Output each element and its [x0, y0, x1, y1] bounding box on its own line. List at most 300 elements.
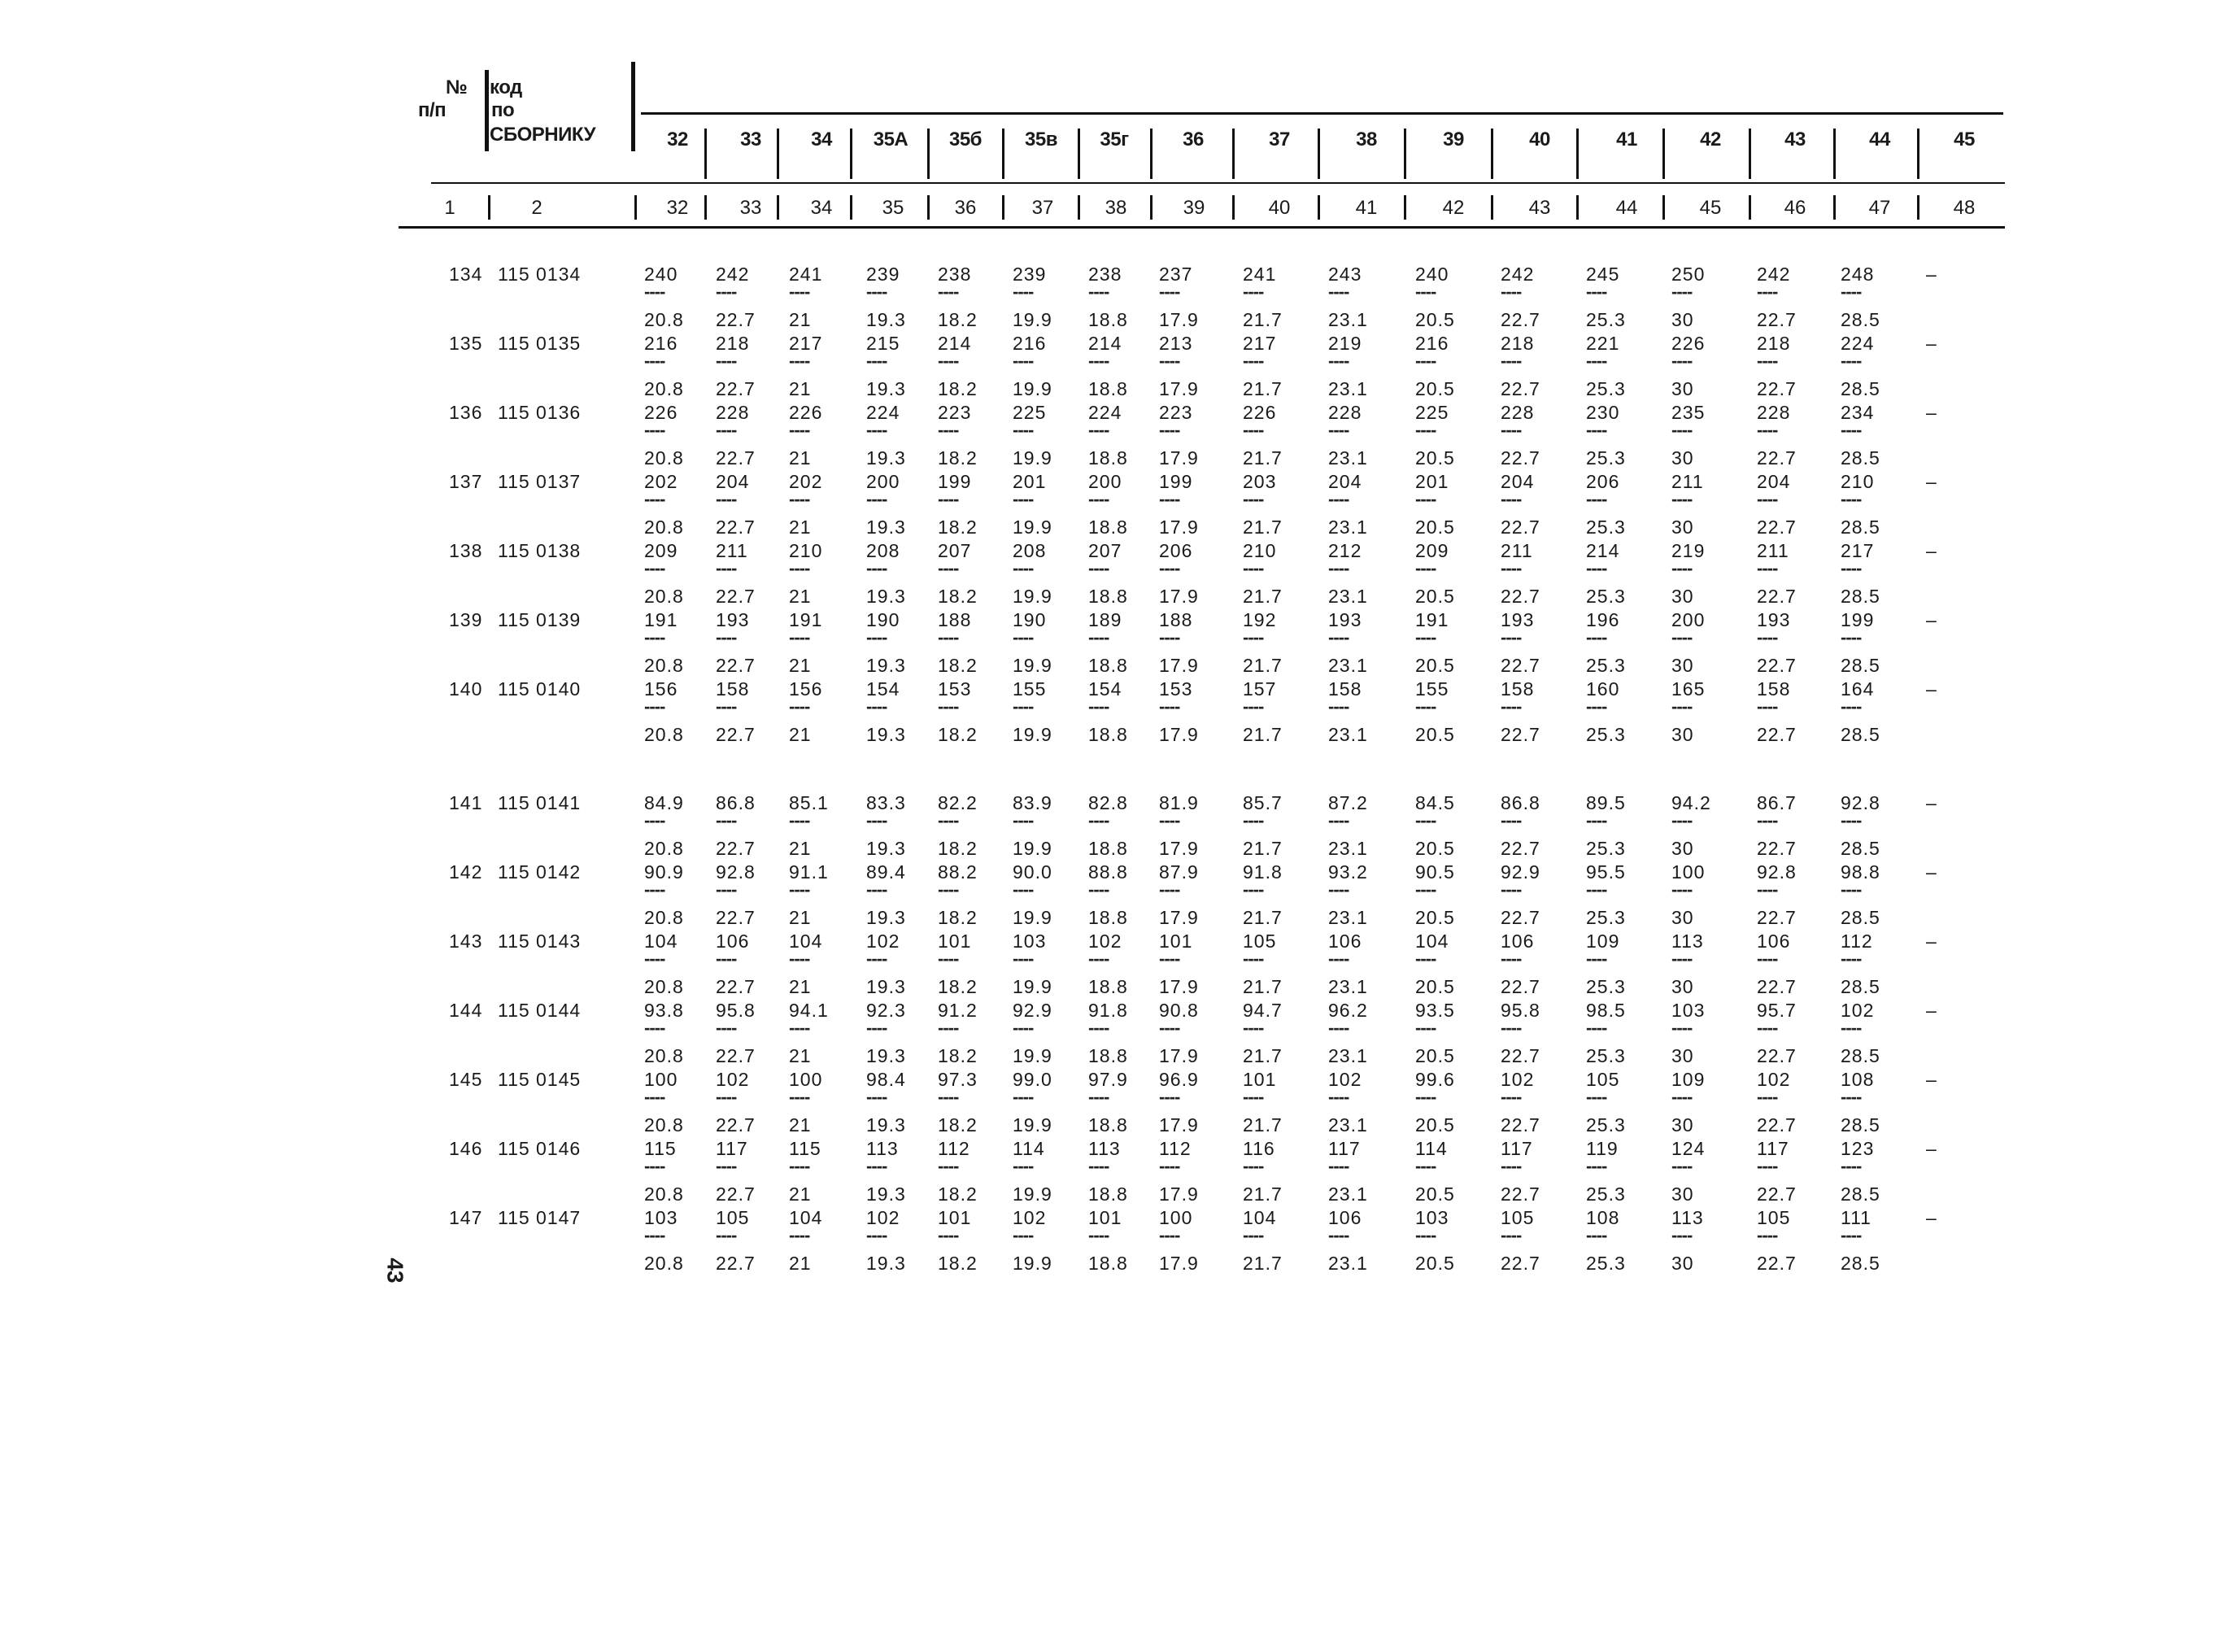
cell-denominator: 19.3 — [866, 309, 906, 330]
cell-denominator: 22.7 — [716, 1045, 756, 1066]
fraction-bar: ---- — [1586, 627, 1607, 647]
cell-denominator: 21.7 — [1243, 447, 1283, 469]
cell-denominator: 17.9 — [1159, 309, 1199, 330]
cell-numerator: 83.3 — [866, 792, 906, 813]
cell-denominator: 19.3 — [866, 447, 906, 469]
row-code: 115 0145 — [498, 1069, 582, 1090]
column-number: 40 — [1268, 197, 1291, 219]
fraction-bar: ---- — [1415, 696, 1436, 717]
fraction-bar: ---- — [1328, 489, 1349, 509]
fraction-bar: ---- — [1013, 281, 1034, 302]
cell-numerator: 99.6 — [1415, 1069, 1455, 1090]
cell-numerator: 199 — [1841, 609, 1875, 630]
fraction-bar: ---- — [716, 810, 737, 830]
fraction-bar: ---- — [1757, 558, 1778, 578]
row-last-value: – — [1926, 1069, 1937, 1090]
fraction-bar: ---- — [866, 1225, 887, 1245]
cell-denominator: 18.2 — [938, 378, 978, 399]
column-separator — [850, 129, 852, 179]
fraction-bar: ---- — [1586, 1156, 1607, 1176]
column-header: 37 — [1269, 129, 1290, 150]
cell-numerator: 211 — [1671, 471, 1704, 492]
column-number: 32 — [666, 197, 689, 219]
cell-denominator: 19.9 — [1013, 447, 1052, 469]
fraction-bar: ---- — [1586, 351, 1607, 371]
cell-numerator: 165 — [1671, 678, 1706, 700]
cell-numerator: 193 — [1501, 609, 1535, 630]
fraction-bar: ---- — [1159, 810, 1180, 830]
fraction-bar: ---- — [644, 351, 665, 371]
column-separator — [704, 195, 707, 220]
fraction-bar: ---- — [1159, 627, 1180, 647]
cell-numerator: 86.7 — [1757, 792, 1797, 813]
cell-numerator: 91.8 — [1243, 861, 1283, 883]
cell-denominator: 20.5 — [1415, 447, 1455, 469]
cell-numerator: 114 — [1415, 1138, 1448, 1159]
cell-numerator: 199 — [938, 471, 972, 492]
cell-numerator: 101 — [938, 931, 972, 952]
fraction-bar: ---- — [938, 489, 959, 509]
fraction-bar: ---- — [1841, 489, 1862, 509]
cell-denominator: 21 — [789, 1183, 812, 1205]
cell-denominator: 20.8 — [644, 586, 684, 607]
fraction-bar: ---- — [716, 879, 737, 900]
cell-denominator: 18.8 — [1088, 1253, 1128, 1274]
column-separator — [1150, 195, 1153, 220]
cell-denominator: 30 — [1671, 655, 1694, 676]
cell-denominator: 19.9 — [1013, 517, 1052, 538]
cell-numerator: 103 — [1415, 1207, 1449, 1228]
cell-numerator: 106 — [1757, 931, 1791, 952]
cell-denominator: 22.7 — [1757, 838, 1797, 859]
cell-numerator: 208 — [866, 540, 900, 561]
cell-denominator: 22.7 — [1757, 1253, 1797, 1274]
fraction-bar: ---- — [716, 351, 737, 371]
cell-denominator: 20.5 — [1415, 1045, 1455, 1066]
cell-numerator: 98.5 — [1586, 1000, 1626, 1021]
cell-denominator: 18.2 — [938, 1114, 978, 1135]
fraction-bar: ---- — [1586, 1225, 1607, 1245]
fraction-bar: ---- — [1243, 1225, 1264, 1245]
cell-denominator: 20.8 — [644, 724, 684, 745]
fraction-bar: ---- — [1088, 810, 1109, 830]
cell-numerator: 102 — [866, 1207, 900, 1228]
cell-numerator: 158 — [1328, 678, 1362, 700]
cell-numerator: 106 — [1328, 1207, 1362, 1228]
cell-denominator: 20.8 — [644, 1253, 684, 1274]
fraction-bar: ---- — [1757, 1156, 1778, 1176]
cell-numerator: 213 — [1159, 333, 1193, 354]
fraction-bar: ---- — [1841, 627, 1862, 647]
fraction-bar: ---- — [1088, 489, 1109, 509]
fraction-bar: ---- — [716, 627, 737, 647]
fraction-bar: ---- — [938, 696, 959, 717]
column-number: 36 — [954, 197, 977, 219]
fraction-bar: ---- — [1243, 810, 1264, 830]
fraction-bar: ---- — [716, 1087, 737, 1107]
cell-denominator: 19.9 — [1013, 1114, 1052, 1135]
column-separator — [1576, 129, 1579, 179]
column-separator — [1662, 129, 1665, 179]
cell-denominator: 23.1 — [1328, 907, 1368, 928]
cell-numerator: 113 — [1671, 1207, 1704, 1228]
fraction-bar: ---- — [789, 1225, 810, 1245]
cell-denominator: 18.2 — [938, 655, 978, 676]
column-separator — [777, 195, 779, 220]
cell-numerator: 116 — [1243, 1138, 1275, 1159]
fraction-bar: ---- — [1841, 1156, 1862, 1176]
cell-denominator: 23.1 — [1328, 447, 1368, 469]
cell-denominator: 23.1 — [1328, 517, 1368, 538]
cell-denominator: 28.5 — [1841, 309, 1880, 330]
cell-denominator: 22.7 — [1757, 1045, 1797, 1066]
cell-numerator: 204 — [716, 471, 750, 492]
cell-denominator: 20.8 — [644, 976, 684, 997]
cell-denominator: 20.5 — [1415, 1114, 1455, 1135]
header-divider-rule — [431, 182, 2005, 184]
fraction-bar: ---- — [1243, 1156, 1264, 1176]
cell-numerator: 97.9 — [1088, 1069, 1128, 1090]
column-separator — [1917, 195, 1919, 220]
cell-numerator: 223 — [938, 402, 972, 423]
cell-denominator: 19.9 — [1013, 907, 1052, 928]
column-number: 1 — [444, 197, 455, 219]
cell-numerator: 158 — [1757, 678, 1791, 700]
cell-denominator: 22.7 — [1757, 724, 1797, 745]
fraction-bar: ---- — [1328, 1018, 1349, 1038]
cell-numerator: 196 — [1586, 609, 1620, 630]
cell-denominator: 22.7 — [1757, 976, 1797, 997]
cell-numerator: 224 — [1088, 402, 1122, 423]
cell-numerator: 226 — [1243, 402, 1277, 423]
cell-numerator: 105 — [1586, 1069, 1620, 1090]
fraction-bar: ---- — [644, 696, 665, 717]
fraction-bar: ---- — [1013, 420, 1034, 440]
fraction-bar: ---- — [789, 489, 810, 509]
cell-denominator: 19.3 — [866, 907, 906, 928]
cell-numerator: 102 — [1088, 931, 1122, 952]
cell-numerator: 156 — [789, 678, 823, 700]
cell-denominator: 20.5 — [1415, 517, 1455, 538]
column-number: 47 — [1868, 197, 1891, 219]
fraction-bar: ---- — [1671, 1156, 1693, 1176]
fraction-bar: ---- — [1501, 627, 1522, 647]
cell-numerator: 95.8 — [1501, 1000, 1540, 1021]
cell-denominator: 20.8 — [644, 309, 684, 330]
row-code: 115 0147 — [498, 1207, 582, 1228]
cell-denominator: 18.2 — [938, 907, 978, 928]
cell-numerator: 218 — [716, 333, 750, 354]
cell-denominator: 30 — [1671, 447, 1694, 469]
column-header: 40 — [1529, 129, 1550, 150]
cell-numerator: 219 — [1671, 540, 1706, 561]
fraction-bar: ---- — [716, 420, 737, 440]
header-number-label: п/п — [418, 99, 447, 121]
column-separator — [1491, 129, 1493, 179]
cell-numerator: 102 — [1328, 1069, 1362, 1090]
cell-numerator: 154 — [866, 678, 900, 700]
row-code: 115 0143 — [498, 931, 582, 952]
cell-denominator: 28.5 — [1841, 1114, 1880, 1135]
fraction-bar: ---- — [1415, 351, 1436, 371]
fraction-bar: ---- — [1586, 1018, 1607, 1038]
cell-denominator: 30 — [1671, 976, 1694, 997]
column-number: 48 — [1953, 197, 1976, 219]
cell-numerator: 210 — [1243, 540, 1277, 561]
cell-numerator: 192 — [1243, 609, 1277, 630]
cell-numerator: 93.5 — [1415, 1000, 1455, 1021]
fraction-bar: ---- — [866, 558, 887, 578]
cell-numerator: 85.1 — [789, 792, 829, 813]
cell-denominator: 25.3 — [1586, 309, 1626, 330]
column-separator — [1318, 195, 1320, 220]
cell-numerator: 102 — [1013, 1207, 1047, 1228]
fraction-bar: ---- — [1328, 948, 1349, 969]
fraction-bar: ---- — [1671, 627, 1693, 647]
cell-denominator: 21 — [789, 309, 812, 330]
column-header: 41 — [1616, 129, 1637, 150]
cell-numerator: 164 — [1841, 678, 1875, 700]
fraction-bar: ---- — [1159, 879, 1180, 900]
fraction-bar: ---- — [1501, 1018, 1522, 1038]
cell-denominator: 28.5 — [1841, 1045, 1880, 1066]
fraction-bar: ---- — [716, 1018, 737, 1038]
row-code: 115 0146 — [498, 1138, 582, 1159]
header-separator — [485, 70, 489, 151]
cell-denominator: 17.9 — [1159, 655, 1199, 676]
cell-numerator: 238 — [938, 264, 972, 285]
fraction-bar: ---- — [789, 351, 810, 371]
cell-denominator: 20.8 — [644, 1114, 684, 1135]
fraction-bar: ---- — [1088, 351, 1109, 371]
fraction-bar: ---- — [1757, 489, 1778, 509]
column-header: 36 — [1183, 129, 1204, 150]
cell-denominator: 23.1 — [1328, 1045, 1368, 1066]
cell-numerator: 200 — [1671, 609, 1706, 630]
cell-denominator: 23.1 — [1328, 586, 1368, 607]
cell-denominator: 20.8 — [644, 655, 684, 676]
row-number: 134 — [449, 264, 483, 285]
cell-numerator: 117 — [1501, 1138, 1533, 1159]
cell-denominator: 22.7 — [716, 517, 756, 538]
cell-numerator: 84.5 — [1415, 792, 1455, 813]
cell-denominator: 19.9 — [1013, 1183, 1052, 1205]
cell-denominator: 25.3 — [1586, 517, 1626, 538]
cell-numerator: 204 — [1328, 471, 1362, 492]
fraction-bar: ---- — [1328, 351, 1349, 371]
cell-denominator: 21.7 — [1243, 1253, 1283, 1274]
cell-denominator: 18.2 — [938, 838, 978, 859]
fraction-bar: ---- — [1159, 281, 1180, 302]
cell-numerator: 89.5 — [1586, 792, 1626, 813]
cell-denominator: 17.9 — [1159, 1114, 1199, 1135]
cell-numerator: 97.3 — [938, 1069, 978, 1090]
cell-numerator: 109 — [1671, 1069, 1706, 1090]
cell-numerator: 224 — [1841, 333, 1875, 354]
row-number: 143 — [449, 931, 483, 952]
cell-numerator: 92.8 — [1757, 861, 1797, 883]
fraction-bar: ---- — [1088, 1156, 1109, 1176]
cell-denominator: 25.3 — [1586, 378, 1626, 399]
fraction-bar: ---- — [1671, 1018, 1693, 1038]
cell-numerator: 200 — [866, 471, 900, 492]
cell-numerator: 102 — [1841, 1000, 1875, 1021]
cell-numerator: 100 — [1671, 861, 1706, 883]
cell-denominator: 21 — [789, 1045, 812, 1066]
cell-numerator: 203 — [1243, 471, 1277, 492]
column-separator — [1078, 195, 1080, 220]
column-separator — [704, 129, 707, 179]
cell-numerator: 204 — [1757, 471, 1791, 492]
fraction-bar: ---- — [938, 1018, 959, 1038]
column-header: 44 — [1869, 129, 1890, 150]
fraction-bar: ---- — [789, 281, 810, 302]
fraction-bar: ---- — [1415, 948, 1436, 969]
fraction-bar: ---- — [1159, 351, 1180, 371]
cell-denominator: 17.9 — [1159, 907, 1199, 928]
row-code: 115 0141 — [498, 792, 582, 813]
column-number: 37 — [1031, 197, 1054, 219]
fraction-bar: ---- — [1088, 948, 1109, 969]
fraction-bar: ---- — [1088, 558, 1109, 578]
fraction-bar: ---- — [1013, 558, 1034, 578]
fraction-bar: ---- — [938, 1156, 959, 1176]
cell-numerator: 240 — [1415, 264, 1449, 285]
cell-numerator: 211 — [1757, 540, 1789, 561]
cell-denominator: 21 — [789, 976, 812, 997]
fraction-bar: ---- — [938, 1225, 959, 1245]
cell-denominator: 28.5 — [1841, 907, 1880, 928]
header-number-label: № — [446, 76, 468, 98]
cell-numerator: 88.2 — [938, 861, 978, 883]
fraction-bar: ---- — [866, 1087, 887, 1107]
cell-numerator: 99.0 — [1013, 1069, 1052, 1090]
row-number: 145 — [449, 1069, 483, 1090]
column-number: 38 — [1105, 197, 1127, 219]
cell-denominator: 22.7 — [716, 378, 756, 399]
column-separator — [1404, 129, 1406, 179]
cell-numerator: 224 — [866, 402, 900, 423]
cell-numerator: 209 — [1415, 540, 1449, 561]
fraction-bar: ---- — [1328, 1225, 1349, 1245]
cell-numerator: 108 — [1841, 1069, 1875, 1090]
fraction-bar: ---- — [1501, 696, 1522, 717]
column-header: 35в — [1025, 129, 1057, 150]
cell-denominator: 22.7 — [1757, 907, 1797, 928]
row-number: 141 — [449, 792, 483, 813]
cell-numerator: 91.2 — [938, 1000, 978, 1021]
cell-denominator: 21 — [789, 586, 812, 607]
cell-denominator: 30 — [1671, 1114, 1694, 1135]
cell-numerator: 226 — [789, 402, 823, 423]
row-last-value: – — [1926, 471, 1937, 492]
cell-denominator: 19.9 — [1013, 838, 1052, 859]
cell-numerator: 219 — [1328, 333, 1362, 354]
fraction-bar: ---- — [1013, 1018, 1034, 1038]
cell-numerator: 193 — [1328, 609, 1362, 630]
cell-numerator: 157 — [1243, 678, 1277, 700]
cell-denominator: 19.3 — [866, 378, 906, 399]
cell-numerator: 112 — [938, 1138, 970, 1159]
cell-denominator: 18.8 — [1088, 976, 1128, 997]
cell-denominator: 28.5 — [1841, 447, 1880, 469]
cell-numerator: 160 — [1586, 678, 1620, 700]
cell-denominator: 19.9 — [1013, 976, 1052, 997]
column-number: 41 — [1355, 197, 1378, 219]
fraction-bar: ---- — [644, 948, 665, 969]
fraction-bar: ---- — [716, 489, 737, 509]
cell-denominator: 21.7 — [1243, 517, 1283, 538]
fraction-bar: ---- — [1671, 1087, 1693, 1107]
cell-denominator: 25.3 — [1586, 976, 1626, 997]
fraction-bar: ---- — [1415, 1018, 1436, 1038]
fraction-bar: ---- — [1841, 558, 1862, 578]
cell-numerator: 89.4 — [866, 861, 906, 883]
column-number: 39 — [1183, 197, 1205, 219]
row-last-value: – — [1926, 609, 1937, 630]
cell-denominator: 22.7 — [716, 1114, 756, 1135]
cell-numerator: 85.7 — [1243, 792, 1283, 813]
fraction-bar: ---- — [789, 696, 810, 717]
cell-denominator: 20.8 — [644, 838, 684, 859]
cell-denominator: 19.3 — [866, 1114, 906, 1135]
cell-numerator: 188 — [1159, 609, 1193, 630]
column-separator — [1833, 129, 1836, 179]
fraction-bar: ---- — [644, 489, 665, 509]
fraction-bar: ---- — [1501, 810, 1522, 830]
cell-numerator: 101 — [1243, 1069, 1277, 1090]
fraction-bar: ---- — [1501, 420, 1522, 440]
cell-denominator: 28.5 — [1841, 838, 1880, 859]
column-header: 43 — [1784, 129, 1806, 150]
cell-numerator: 191 — [789, 609, 823, 630]
fraction-bar: ---- — [866, 627, 887, 647]
cell-denominator: 22.7 — [716, 1183, 756, 1205]
fraction-bar: ---- — [1328, 879, 1349, 900]
fraction-bar: ---- — [1586, 420, 1607, 440]
fraction-bar: ---- — [1328, 627, 1349, 647]
cell-numerator: 209 — [644, 540, 678, 561]
cell-numerator: 235 — [1671, 402, 1706, 423]
fraction-bar: ---- — [1088, 627, 1109, 647]
cell-numerator: 113 — [1671, 931, 1704, 952]
cell-numerator: 102 — [866, 931, 900, 952]
column-header: 35б — [948, 129, 983, 150]
fraction-bar: ---- — [1757, 948, 1778, 969]
cell-numerator: 202 — [644, 471, 678, 492]
cell-numerator: 242 — [1501, 264, 1535, 285]
cell-numerator: 82.8 — [1088, 792, 1128, 813]
cell-denominator: 22.7 — [1501, 838, 1540, 859]
cell-numerator: 95.5 — [1586, 861, 1626, 883]
fraction-bar: ---- — [1243, 696, 1264, 717]
fraction-bar: ---- — [1841, 420, 1862, 440]
cell-numerator: 218 — [1757, 333, 1791, 354]
cell-numerator: 100 — [1159, 1207, 1193, 1228]
fraction-bar: ---- — [1501, 1087, 1522, 1107]
fraction-bar: ---- — [1757, 1018, 1778, 1038]
cell-numerator: 94.1 — [789, 1000, 829, 1021]
cell-numerator: 112 — [1159, 1138, 1192, 1159]
fraction-bar: ---- — [1243, 351, 1264, 371]
column-separator — [1318, 129, 1320, 179]
fraction-bar: ---- — [644, 1087, 665, 1107]
fraction-bar: ---- — [1757, 351, 1778, 371]
cell-denominator: 19.3 — [866, 655, 906, 676]
cell-denominator: 18.8 — [1088, 1114, 1128, 1135]
column-header: 34 — [811, 129, 832, 150]
cell-numerator: 92.9 — [1013, 1000, 1052, 1021]
